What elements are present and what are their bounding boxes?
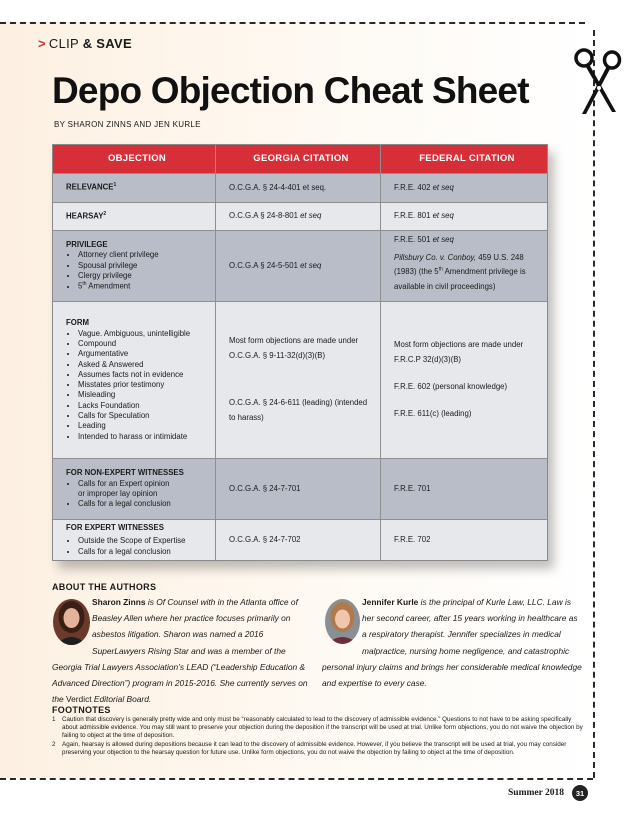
list-item: • Leading xyxy=(78,421,208,431)
objection-label: PRIVILEGE xyxy=(66,239,108,249)
objection-label: RELEVANCE xyxy=(66,183,114,193)
citation-line: F.R.E. 501 et seq xyxy=(394,235,454,244)
page-number: 31 xyxy=(572,785,588,801)
avatar xyxy=(53,599,90,645)
objection-cell xyxy=(53,174,216,202)
authors-heading: ABOUT THE AUTHORS xyxy=(52,582,157,592)
cut-line-right xyxy=(593,30,595,778)
table-row-hearsay xyxy=(53,202,547,230)
objection-list xyxy=(66,479,208,510)
citation-line: F.R.E. 602 (personal knowledge) xyxy=(394,382,508,391)
citation-line: F.R.E. 611(c) (leading) xyxy=(394,408,472,418)
footnote-ref: 1 xyxy=(113,182,117,189)
objection-list xyxy=(66,329,208,442)
list-item: • Misstates prior testimony xyxy=(78,380,208,390)
list-item: • Lacks Foundation xyxy=(78,401,208,411)
table-row-privilege xyxy=(53,230,547,301)
footnote xyxy=(52,741,592,757)
list-item: • Calls for an Expert opinion or improper lay opinion xyxy=(78,479,208,500)
list-item: • Attorney client privilege xyxy=(78,250,208,260)
objection-label: FOR NON-EXPERT WITNESSES xyxy=(66,468,184,478)
objection-cell xyxy=(53,231,216,301)
objection-list xyxy=(66,250,208,292)
list-item: • Argumentative xyxy=(78,349,208,359)
list-item: • Asked & Answered xyxy=(78,360,208,370)
footnote-number: 2 xyxy=(52,741,56,748)
georgia-citation: O.C.G.A. § 24-4-401 et seq. xyxy=(216,174,381,202)
georgia-citation: O.C.G.A § 24-8-801 et seq xyxy=(216,203,381,230)
byline: BY SHARON ZINNS AND JEN KURLE xyxy=(54,120,201,129)
citation-line: O.C.G.A. § 24-6-611 (leading) (intended to harass) xyxy=(229,398,368,422)
federal-citation: F.R.E. 801 et seq xyxy=(394,211,454,221)
citation-line: Most form objections are made under O.C.G.A. § 9-11-32(d)(3)(B) xyxy=(229,336,359,361)
objection-cell xyxy=(53,203,216,230)
list-item: • Misleading xyxy=(78,390,208,400)
table-row-expert xyxy=(53,519,547,560)
objection-label: FOR EXPERT WITNESSES xyxy=(66,522,164,532)
chevron-right-icon: > xyxy=(38,36,46,51)
list-item: • Clergy privilege xyxy=(78,271,208,281)
footnote-ref: 2 xyxy=(103,210,107,217)
federal-citation: F.R.E. 702 xyxy=(394,534,431,544)
objection-cell xyxy=(53,302,216,458)
footnote-text: Caution that discovery is generally pretty wide and only must be “reasonably calculated to lead to the discovery of admissible evidence.” Questions to not have to be asking specifically about admissible evidence. You may still want to preserve your objection during the deposition if the transcript will be used at trial. Unlike form objections, you do not waive the objection by failing to object at the time of deposition. xyxy=(62,716,583,740)
author-name: Sharon Zinns xyxy=(92,597,146,607)
list-item: • Intended to harass or intimidate xyxy=(78,432,208,442)
federal-citation xyxy=(381,302,547,458)
georgia-citation: O.C.G.A § 24-5-501 et seq xyxy=(216,231,381,301)
federal-citation xyxy=(381,231,547,301)
objection-label: FORM xyxy=(66,318,89,328)
section-label-clip: CLIP xyxy=(48,36,79,51)
footnote xyxy=(52,716,592,741)
georgia-citation: O.C.G.A. § 24-7-702 xyxy=(216,520,381,560)
table-row-form xyxy=(53,301,547,458)
georgia-citation xyxy=(216,302,381,458)
objection-label: HEARSAY xyxy=(66,211,104,221)
column-header-georgia: GEORGIA CITATION xyxy=(216,145,381,173)
list-item: • Compound xyxy=(78,339,208,349)
footnote-text: Again, hearsay is allowed during depositions because it can lead to the discovery of admissible evidence. However, if you believe the transcript will be used at trial, you may consider preserving your objection to the hearsay question for future use. Unlike form objections, you do not waive the objection by failing to object at the time of deposition. xyxy=(62,741,567,757)
table-row-non-expert xyxy=(53,458,547,519)
federal-citation: F.R.E. 701 xyxy=(394,483,431,493)
objection-table xyxy=(52,144,548,561)
table-header-row xyxy=(53,145,547,173)
georgia-citation: O.C.G.A. § 24-7-701 xyxy=(216,459,381,519)
avatar xyxy=(325,599,360,644)
objection-cell xyxy=(53,520,216,560)
list-item: • Calls for a legal conclusion xyxy=(78,499,208,509)
table-row-relevance xyxy=(53,173,547,202)
issue-label: Summer 2018 xyxy=(508,788,565,798)
column-header-federal: FEDERAL CITATION xyxy=(419,152,515,164)
list-item: • Spousal privilege xyxy=(78,261,208,271)
list-item: • Calls for Speculation xyxy=(78,411,208,421)
citation-line: Pillsbury Co. v. Conboy, 459 U.S. 248 (1983) (the 5th Amendment privilege is available in civil proceedings) xyxy=(394,252,526,292)
list-item: • 5th Amendment xyxy=(78,281,208,292)
footnotes-heading: FOOTNOTES xyxy=(52,705,111,715)
section-label xyxy=(38,36,132,51)
federal-citation: F.R.E. 402 et seq xyxy=(394,182,454,192)
list-item: • Vague. Ambiguous, unintelligible xyxy=(78,329,208,339)
column-header-objection: OBJECTION xyxy=(53,145,216,173)
bio-zinns: Sharon Zinns is Of Counsel with in the Atlanta office of Beasley Allen where her practice focuses primarily on asbestos litigation. Sharon was named a 2016 SuperLawyers Rising Star and was a member of the Georgia Trial Lawyers Association’s LEAD (“Leadership Education & Advanced Direction”) program in 2015-2016. She currently serves on the Verdict Editorial Board. xyxy=(52,597,308,705)
objection-cell xyxy=(53,459,216,519)
citation-line: Most form objections are made under F.R.C.P 32(d)(3)(B) xyxy=(394,340,524,365)
section-label-save: & SAVE xyxy=(82,36,132,51)
scissors-icon xyxy=(572,46,626,116)
footnote-number: 1 xyxy=(52,716,56,723)
list-item: • Assumes facts not in evidence xyxy=(78,370,208,380)
bio-kurle: Jennifer Kurle is the principal of Kurle Law, LLC. Law is her second career, after 15 years working in healthcare as a respiratory therapist. Jennifer specializes in medical malpractice, nursing home negligence, and catastrophic personal injury claims and brings her considerable medical knowledge and expertise to every case. xyxy=(322,597,582,689)
list-item: • Outside the Scope of Expertise xyxy=(78,536,208,546)
author-name: Jennifer Kurle xyxy=(362,597,419,607)
cut-line-bottom xyxy=(0,778,593,780)
objection-list xyxy=(66,536,208,557)
page-title: Depo Objection Cheat Sheet xyxy=(52,70,529,111)
cut-line-top xyxy=(0,22,585,24)
list-item: • Calls for a legal conclusion xyxy=(78,547,208,557)
